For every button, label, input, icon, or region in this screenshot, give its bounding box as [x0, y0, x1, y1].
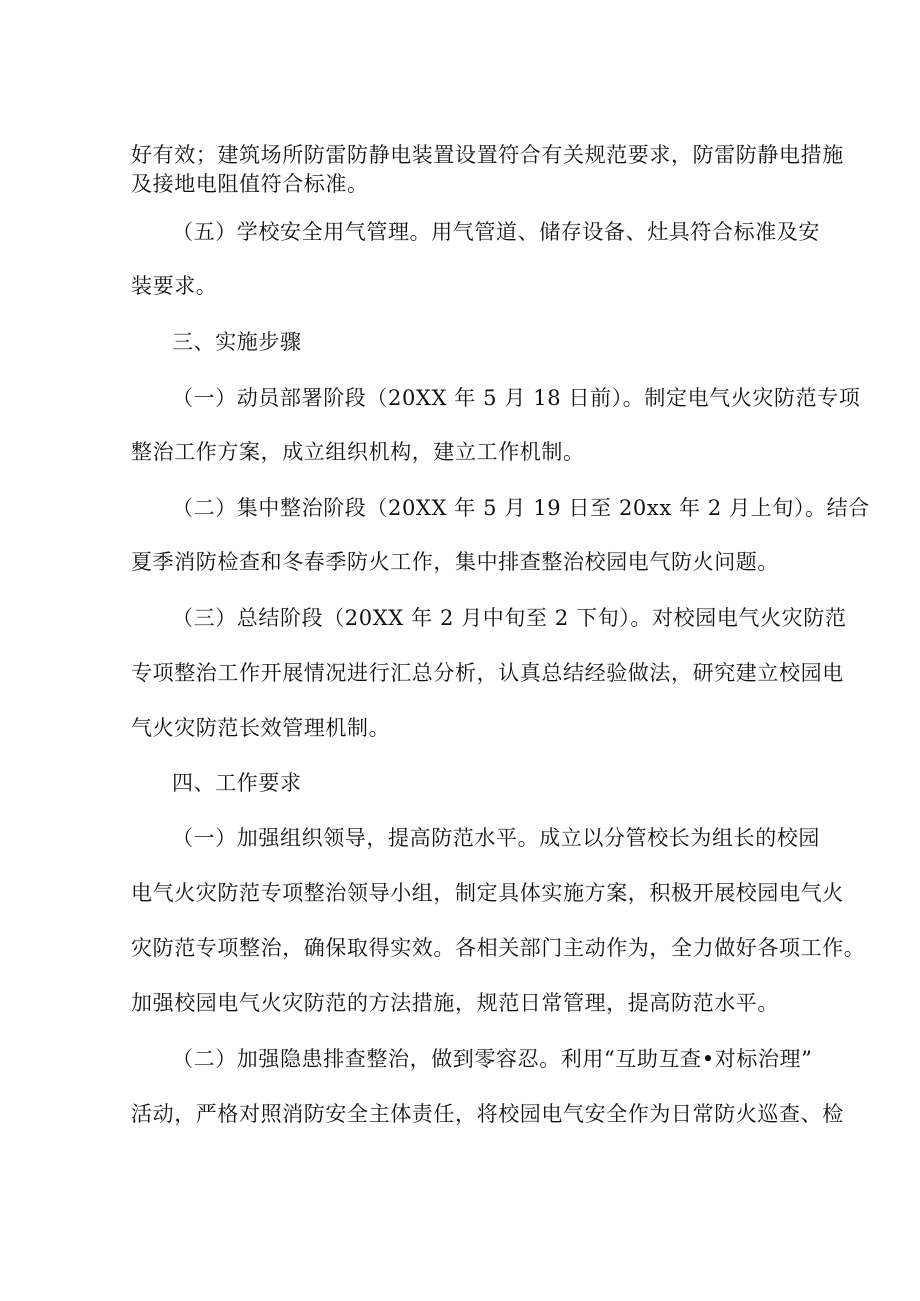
section-heading: 四、工作要求 — [172, 771, 302, 795]
paragraph-start-line: （二）加强隐患排查整治，做到零容忍。利用“互助互查•对标治理” — [172, 1047, 813, 1071]
text-line: 好有效；建筑场所防雷防静电装置设置符合有关规范要求，防雷防静电措施 — [131, 143, 844, 167]
text-line: 加强校园电气火灾防范的方法措施，规范日常管理，提高防范水平。 — [131, 991, 779, 1015]
text-line: 专项整治工作开展情况进行汇总分析，认真总结经验做法，研究建立校园电 — [131, 661, 844, 685]
text-line: 气火灾防范长效管理机制。 — [131, 716, 391, 740]
text-line: 装要求。 — [131, 274, 218, 298]
text-line: 及接地电阻值符合标准。 — [131, 172, 369, 196]
text-line: 灾防范专项整治，确保取得实效。各相关部门主动作为，全力做好各项工作。 — [131, 936, 866, 960]
paragraph-start-line: （五）学校安全用气管理。用气管道、储存设备、灶具符合标准及安 — [172, 220, 820, 244]
paragraph-start-line: （一）动员部署阶段（20XX 年 5 月 18 日前）。制定电气火灾防范专项 — [172, 386, 861, 410]
text-line: 活动，严格对照消防安全主体责任，将校园电气安全作为日常防火巡查、检 — [131, 1102, 844, 1126]
paragraph-start-line: （一）加强组织领导，提高防范水平。成立以分管校长为组长的校园 — [172, 826, 820, 850]
paragraph-start-line: （二）集中整治阶段（20XX 年 5 月 19 日至 20xx 年 2 月上旬）。结合 — [172, 496, 870, 520]
text-line: 整治工作方案，成立组织机构，建立工作机制。 — [131, 440, 585, 464]
section-heading: 三、实施步骤 — [172, 330, 302, 354]
text-line: 夏季消防检查和冬春季防火工作，集中排查整治校园电气防火问题。 — [131, 550, 779, 574]
paragraph-start-line: （三）总结阶段（20XX 年 2 月中旬至 2 下旬）。对校园电气火灾防范 — [172, 606, 847, 630]
text-line: 电气火灾防范专项整治领导小组，制定具体实施方案，积极开展校园电气火 — [131, 881, 844, 905]
